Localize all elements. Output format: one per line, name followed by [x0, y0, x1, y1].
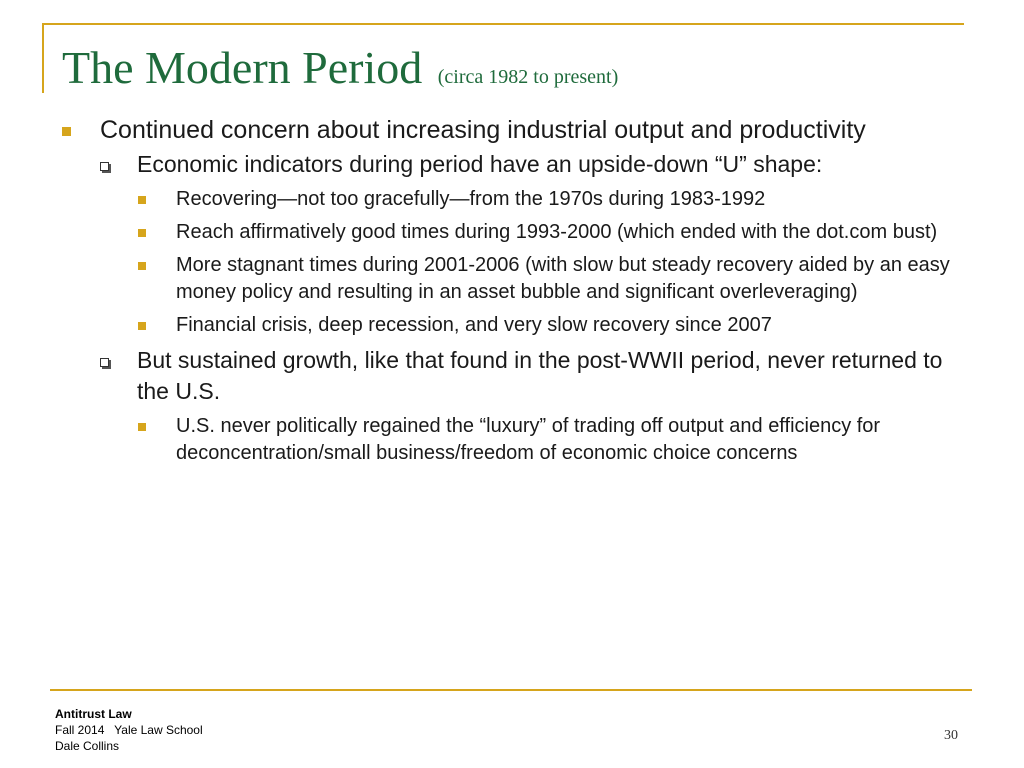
slide-subtitle: (circa 1982 to present) — [437, 66, 619, 88]
left-rule — [42, 23, 44, 93]
bullet-level-3 — [138, 312, 962, 339]
footer-term-school: Fall 2014 Yale Law School — [55, 723, 203, 737]
bullet-level-3 — [138, 252, 962, 306]
bullet-text: Financial crisis, deep recession, and very slow recovery since 2007 — [176, 314, 772, 336]
bottom-rule — [50, 689, 972, 691]
bullet-level-3 — [138, 219, 962, 246]
bullet-text: Economic indicators during period have an upside-down “U” shape: — [137, 151, 823, 177]
square-bullet-icon — [138, 262, 146, 270]
bullet-text: Continued concern about increasing industrial output and productivity — [100, 116, 866, 144]
slide-content — [62, 113, 962, 467]
footer-course: Antitrust Law — [55, 707, 132, 721]
bullet-text: More stagnant times during 2001-2006 (with slow but steady recovery aided by an easy money policy and resulting in an asset bubble and significant overleveraging) — [176, 254, 950, 303]
bullet-text: But sustained growth, like that found in the post-WWII period, never returned to the U.S. — [137, 347, 943, 404]
title-text: The Modern Period — [62, 42, 423, 93]
bullet-level-1 — [62, 113, 962, 147]
square-bullet-icon — [138, 196, 146, 204]
square-bullet-icon — [62, 127, 71, 136]
top-rule — [42, 23, 964, 25]
hollow-square-bullet-icon — [100, 358, 109, 367]
square-bullet-icon — [138, 322, 146, 330]
bullet-level-2 — [100, 345, 962, 407]
bullet-level-2 — [100, 149, 962, 180]
bullet-text: Recovering—not too gracefully—from the 1970s during 1983-1992 — [176, 188, 766, 210]
bullet-level-3 — [138, 186, 962, 213]
slide-title — [62, 40, 618, 105]
square-bullet-icon — [138, 423, 146, 431]
hollow-square-bullet-icon — [100, 162, 109, 171]
bullet-level-3 — [138, 413, 962, 467]
page-number: 30 — [944, 728, 958, 743]
square-bullet-icon — [138, 229, 146, 237]
bullet-text: U.S. never politically regained the “luxury” of trading off output and efficiency for deconcentration/small business/freedom of economic choice concerns — [176, 415, 881, 464]
bullet-text: Reach affirmatively good times during 1993-2000 (which ended with the dot.com bust) — [176, 221, 938, 243]
footer-instructor: Dale Collins — [55, 739, 120, 753]
slide-footer — [55, 706, 203, 754]
